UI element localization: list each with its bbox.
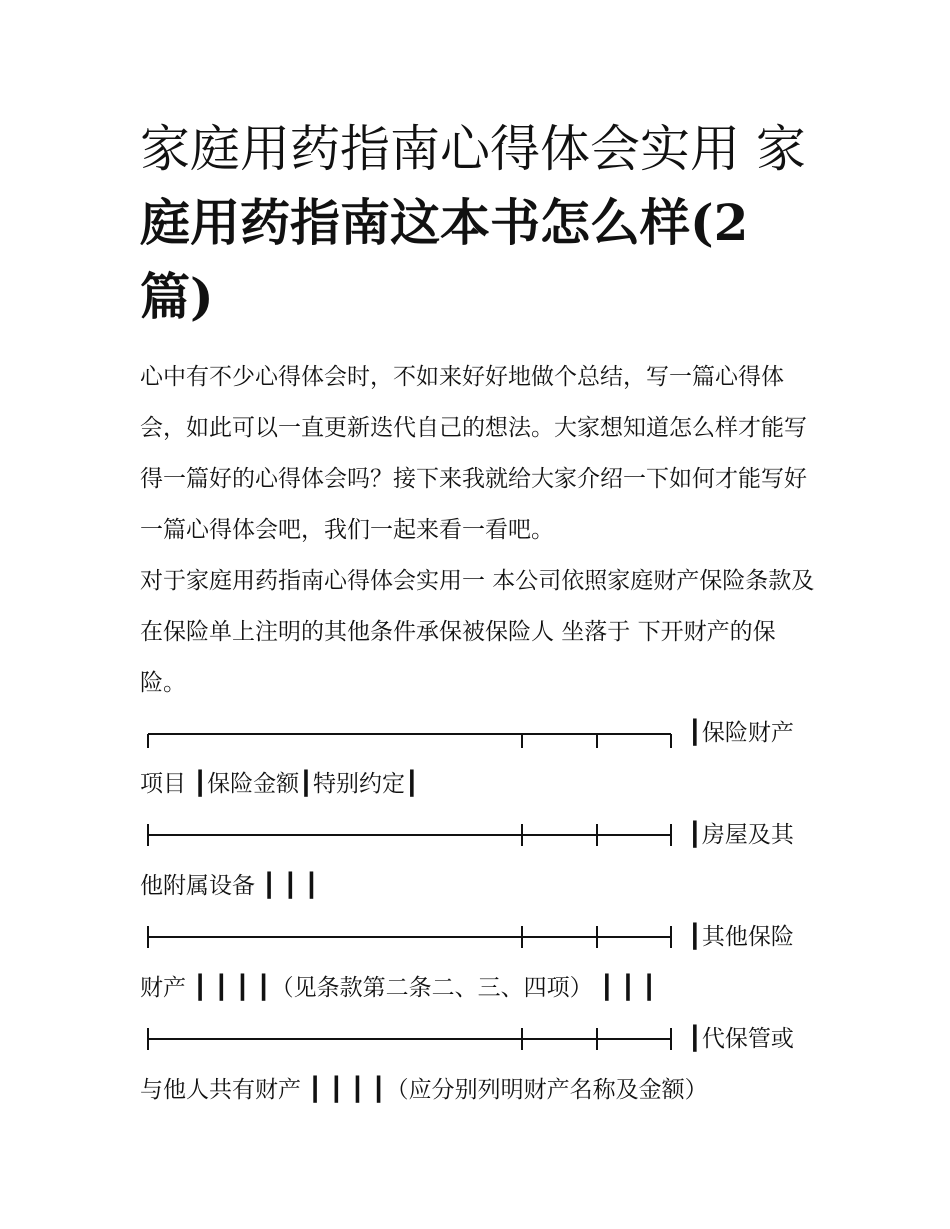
title-line-1: 家庭用药指南心得体会实用 家 <box>140 120 806 178</box>
table-row-continuation: 项目 ┃保险金额┃特别约定┃ <box>140 771 419 797</box>
table-row <box>140 912 820 963</box>
table-divider <box>146 912 676 963</box>
intro-paragraph: 心中有不少心得体会时，不如来好好地做个总结，写一篇心得体会，如此可以一直更新迭代自己的想法。大家想知道怎么样才能写得一篇好的心得体会吗？接下来我就给大家介绍一下如何才能写好一篇心得体会吧，我们一起来看一看吧。 <box>140 364 807 543</box>
table-row-continuation: 财产 ┃ ┃ ┃ ┃（见条款第二条二、三、四项） ┃ ┃ ┃ <box>140 975 657 1001</box>
table-row-label: ┃其他保险 <box>688 924 794 950</box>
title-line-2: 庭用药指南这本书怎么样(2 <box>140 193 749 252</box>
table-row <box>140 1014 820 1065</box>
table-row-continuation: 他附属设备 ┃ ┃ ┃ <box>140 873 319 899</box>
table-divider <box>146 1014 676 1065</box>
table-divider <box>146 810 676 861</box>
table-row <box>140 810 820 861</box>
table-row-label: ┃保险财产 <box>688 720 794 746</box>
document-title <box>140 112 820 334</box>
table-row-label: ┃房屋及其 <box>688 822 794 848</box>
table-row-continuation: 与他人共有财产 ┃ ┃ ┃ ┃（应分别列明财产名称及金额） <box>140 1077 708 1103</box>
table-row-label: ┃代保管或 <box>688 1026 794 1052</box>
title-line-3: 篇) <box>140 267 214 326</box>
table-top-border <box>146 708 676 759</box>
section-paragraph: 对于家庭用药指南心得体会实用一 本公司依照家庭财产保险条款及在保险单上注明的其他条件承保被保险人 坐落于 下开财产的保险。 <box>140 568 815 696</box>
table-row <box>140 708 820 759</box>
